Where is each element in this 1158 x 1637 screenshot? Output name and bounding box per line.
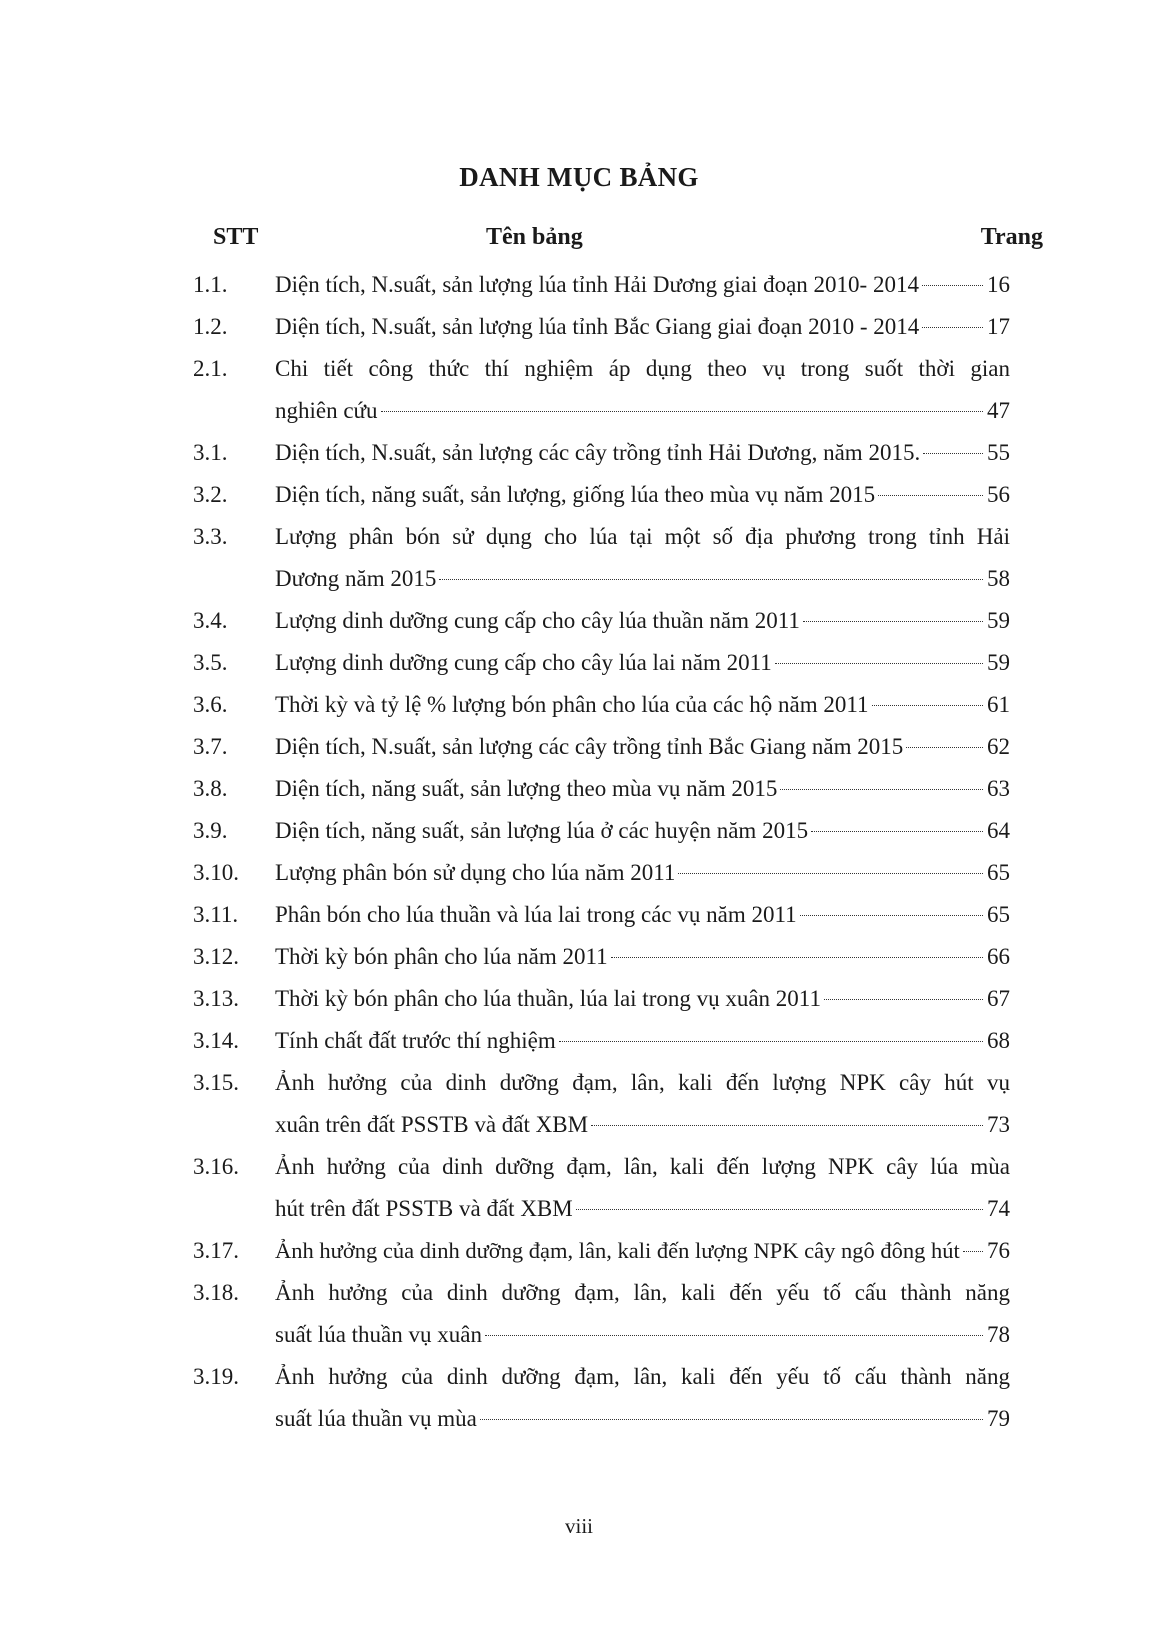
entry-title-text: hút trên đất PSSTB và đất XBM — [275, 1196, 573, 1221]
dot-leader — [559, 1041, 983, 1042]
entry-title-text: Diện tích, N.suất, sản lượng lúa tỉnh Hải Dương giai đoạn 2010- 2014 — [275, 272, 919, 297]
entry-title-text: Diện tích, năng suất, sản lượng lúa ở các huyện năm 2015 — [275, 818, 809, 843]
entry-number: 3.12. — [193, 944, 239, 969]
entry-page-number: 73 — [987, 1112, 1010, 1137]
entry-title-line — [275, 936, 1010, 978]
entry-title-line: Ảnh hưởng của dinh dưỡng đạm, lân, kali đến yếu tố cấu thành năng — [275, 1280, 1010, 1305]
entry-title-text: Lượng dinh dưỡng cung cấp cho cây lúa lai năm 2011 — [275, 650, 772, 675]
list-item — [0, 936, 1158, 978]
entry-title-text: suất lúa thuần vụ mùa — [275, 1406, 477, 1431]
list-item — [0, 684, 1158, 726]
list-item — [0, 432, 1158, 474]
entry-page-number: 62 — [987, 734, 1010, 759]
list-item — [0, 600, 1158, 642]
entry-title-text: Diện tích, N.suất, sản lượng các cây trồng tỉnh Hải Dương, năm 2015. — [275, 440, 921, 465]
entry-page-number: 16 — [987, 272, 1010, 297]
list-item — [0, 852, 1158, 894]
list-item — [0, 768, 1158, 810]
dot-leader — [906, 747, 983, 748]
list-item — [0, 1146, 1158, 1230]
dot-leader — [611, 957, 983, 958]
entry-number: 3.1. — [193, 440, 228, 465]
entry-title-text: xuân trên đất PSSTB và đất XBM — [275, 1112, 589, 1137]
entry-number: 3.13. — [193, 986, 239, 1011]
entry-title-line — [275, 1020, 1010, 1062]
entry-title-text: Diện tích, N.suất, sản lượng lúa tỉnh Bắc Giang giai đoạn 2010 - 2014 — [275, 314, 920, 339]
column-header-stt: STT — [213, 224, 259, 250]
entry-title-line: Ảnh hưởng của dinh dưỡng đạm, lân, kali đến lượng NPK cây hút vụ — [275, 1070, 1010, 1095]
entry-page-number: 56 — [987, 482, 1010, 507]
entry-title-text: Diện tích, năng suất, sản lượng theo mùa vụ năm 2015 — [275, 776, 778, 801]
entry-title-text: Thời kỳ bón phân cho lúa năm 2011 — [275, 944, 608, 969]
entry-number: 3.17. — [193, 1238, 239, 1263]
entry-page-number: 66 — [987, 944, 1010, 969]
list-item — [0, 1356, 1158, 1440]
dot-leader — [485, 1335, 983, 1336]
entry-title-text: Lượng dinh dưỡng cung cấp cho cây lúa thuần năm 2011 — [275, 608, 800, 633]
entry-title-line — [275, 1188, 1010, 1230]
entry-title-line: Lượng phân bón sử dụng cho lúa tại một số địa phương trong tỉnh Hải — [275, 524, 1010, 549]
column-header-page: Trang — [980, 224, 1043, 250]
dot-leader — [381, 411, 983, 412]
entry-page-number: 47 — [987, 398, 1010, 423]
entry-title-text: Tính chất đất trước thí nghiệm — [275, 1028, 556, 1053]
entry-number: 3.16. — [193, 1154, 239, 1179]
entry-number: 1.2. — [193, 314, 228, 339]
list-item — [0, 1230, 1158, 1272]
entry-title-text: Diện tích, N.suất, sản lượng các cây trồng tỉnh Bắc Giang năm 2015 — [275, 734, 904, 759]
entry-number: 3.3. — [193, 524, 228, 549]
dot-leader — [811, 831, 983, 832]
dot-leader — [872, 705, 983, 706]
dot-leader — [922, 327, 983, 328]
entry-title-line — [275, 390, 1010, 432]
entry-title-line — [275, 642, 1010, 684]
dot-leader — [963, 1251, 983, 1252]
entry-page-number: 74 — [987, 1196, 1010, 1221]
entry-title-line — [275, 726, 1010, 768]
entry-number: 3.9. — [193, 818, 228, 843]
entry-page-number: 78 — [987, 1322, 1010, 1347]
list-item — [0, 264, 1158, 306]
dot-leader — [923, 453, 983, 454]
entry-title-line — [275, 1230, 1010, 1272]
entry-title-line: Chi tiết công thức thí nghiệm áp dụng theo vụ trong suốt thời gian — [275, 356, 1010, 381]
entry-title-line — [275, 432, 1010, 474]
entry-page-number: 65 — [987, 860, 1010, 885]
dot-leader — [591, 1125, 983, 1126]
list-item — [0, 642, 1158, 684]
entry-title-line — [275, 768, 1010, 810]
entry-number: 3.18. — [193, 1280, 239, 1305]
list-item — [0, 306, 1158, 348]
entry-title-text: Ảnh hưởng của dinh dưỡng đạm, lân, kali đến lượng NPK cây ngô đông hút — [275, 1238, 960, 1263]
list-item — [0, 348, 1158, 432]
entry-page-number: 64 — [987, 818, 1010, 843]
entry-page-number: 67 — [987, 986, 1010, 1011]
list-item — [0, 894, 1158, 936]
entry-title-line — [275, 810, 1010, 852]
list-item — [0, 978, 1158, 1020]
entry-title-line — [275, 264, 1010, 306]
entry-page-number: 17 — [987, 314, 1010, 339]
entry-number: 3.11. — [193, 902, 239, 927]
entry-title-text: Lượng phân bón sử dụng cho lúa năm 2011 — [275, 860, 676, 885]
entry-title-line — [275, 1314, 1010, 1356]
entry-number: 3.5. — [193, 650, 228, 675]
list-item — [0, 726, 1158, 768]
list-item — [0, 474, 1158, 516]
entry-number: 1.1. — [193, 272, 228, 297]
entry-title-text: Thời kỳ và tỷ lệ % lượng bón phân cho lúa của các hộ năm 2011 — [275, 692, 869, 717]
list-item — [0, 810, 1158, 852]
column-header-table-name: Tên bảng — [486, 224, 583, 250]
entry-number: 3.14. — [193, 1028, 239, 1053]
entry-title-text: suất lúa thuần vụ xuân — [275, 1322, 482, 1347]
entry-number: 3.8. — [193, 776, 228, 801]
dot-leader — [678, 873, 983, 874]
entry-number: 3.7. — [193, 734, 228, 759]
entry-title-line — [275, 600, 1010, 642]
entry-number: 3.15. — [193, 1070, 239, 1095]
dot-leader — [824, 999, 983, 1000]
page-title: DANH MỤC BẢNG — [459, 162, 699, 192]
entry-page-number: 63 — [987, 776, 1010, 801]
entry-title-text: Phân bón cho lúa thuần và lúa lai trong các vụ năm 2011 — [275, 902, 797, 927]
entry-page-number: 76 — [987, 1238, 1010, 1263]
entry-title-line: Ảnh hưởng của dinh dưỡng đạm, lân, kali đến lượng NPK cây lúa mùa — [275, 1154, 1010, 1179]
entry-number: 2.1. — [193, 356, 228, 381]
entry-title-text: nghiên cứu — [275, 398, 378, 423]
entry-title-line — [275, 978, 1010, 1020]
entry-page-number: 79 — [987, 1406, 1010, 1431]
dot-leader — [800, 915, 983, 916]
entry-title-text: Thời kỳ bón phân cho lúa thuần, lúa lai trong vụ xuân 2011 — [275, 986, 821, 1011]
entry-title-line: Ảnh hưởng của dinh dưỡng đạm, lân, kali đến yếu tố cấu thành năng — [275, 1364, 1010, 1389]
list-item — [0, 1020, 1158, 1062]
entry-title-text: Dương năm 2015 — [275, 566, 437, 591]
entry-page-number: 59 — [987, 608, 1010, 633]
entry-title-line — [275, 894, 1010, 936]
entry-title-text: Diện tích, năng suất, sản lượng, giống lúa theo mùa vụ năm 2015 — [275, 482, 876, 507]
entry-page-number: 55 — [987, 440, 1010, 465]
table-list — [0, 264, 1158, 1440]
dot-leader — [878, 495, 983, 496]
entry-title-line — [275, 474, 1010, 516]
dot-leader — [775, 663, 983, 664]
entry-title-line — [275, 558, 1010, 600]
entry-page-number: 59 — [987, 650, 1010, 675]
entry-title-line — [275, 306, 1010, 348]
dot-leader — [480, 1419, 983, 1420]
entry-number: 3.6. — [193, 692, 228, 717]
dot-leader — [803, 621, 983, 622]
list-item — [0, 1272, 1158, 1356]
entry-number: 3.4. — [193, 608, 228, 633]
entry-page-number: 58 — [987, 566, 1010, 591]
entry-number: 3.19. — [193, 1364, 239, 1389]
dot-leader — [922, 285, 983, 286]
entry-title-line — [275, 852, 1010, 894]
entry-page-number: 65 — [987, 902, 1010, 927]
entry-page-number: 61 — [987, 692, 1010, 717]
list-item — [0, 516, 1158, 600]
entry-page-number: 68 — [987, 1028, 1010, 1053]
entry-number: 3.10. — [193, 860, 239, 885]
entry-title-line — [275, 1104, 1010, 1146]
dot-leader — [576, 1209, 983, 1210]
dot-leader — [780, 789, 983, 790]
entry-title-line — [275, 684, 1010, 726]
entry-title-line — [275, 1398, 1010, 1440]
page-number: viii — [564, 1514, 593, 1538]
list-item — [0, 1062, 1158, 1146]
dot-leader — [439, 579, 983, 580]
entry-number: 3.2. — [193, 482, 228, 507]
